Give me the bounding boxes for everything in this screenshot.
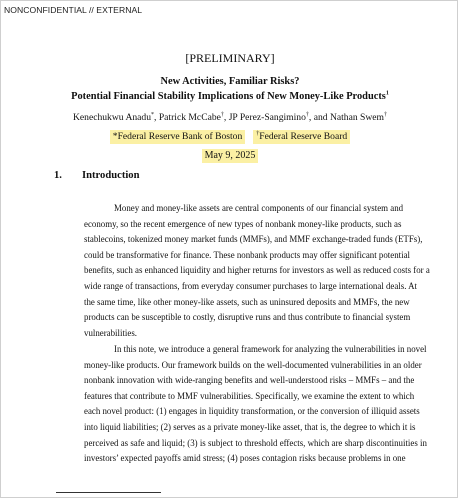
section-heading (54, 170, 140, 181)
paragraph-line: stablecoins, tokenized money market funds (MMFs), and MMF exchange-traded funds (ETFs), (84, 234, 423, 245)
author-mark: † (384, 111, 388, 118)
affiliation-highlight (253, 130, 350, 144)
author-name: Patrick McCabe (158, 112, 221, 123)
author-mark: * (151, 111, 155, 118)
title-text-1: New Activities, Familiar Risks? (160, 76, 300, 87)
title-text-2: Potential Financial Stability Implications of New Money-Like Products (71, 91, 386, 102)
paragraph-line: Money and money-like assets are central components of our financial system and (114, 203, 404, 213)
paragraph-line: economy, so the recent emergence of new types of nonbank money-like products, such as (84, 218, 402, 229)
paragraph-line: features that contribute to MMF vulnerabilities. Specifically, we examine the extent to which (84, 390, 415, 401)
title-footnote-mark: 1 (385, 90, 389, 97)
affiliation-name: Federal Reserve Board (259, 131, 348, 142)
paragraph-line: investors’ expected payoffs amid stress; (4) poses contagion risks because problems in one (84, 453, 406, 464)
document-title-line-2 (0, 91, 460, 102)
paragraph-line: into liquid liabilities; (2) serves as a private money-like asset, that is, the degree to which it is (84, 421, 416, 432)
paragraph-line: nonbank innovation with wide-ranging benefits and well-understood risks – MMFs – and the (84, 375, 415, 386)
author-name: JP Perez-Sangimino (228, 112, 306, 123)
paragraph-line: benefits, such as enhanced liquidity and higher returns for investors as well as reduced costs for a (84, 265, 430, 276)
affiliation-highlight (110, 130, 246, 144)
paragraph-line: money-like products. Our framework builds on the well-documented vulnerabilities in an older (84, 359, 422, 370)
document-status-label: [PRELIMINARY] (185, 51, 275, 65)
paragraph-line: vulnerabilities. (84, 327, 137, 338)
affiliation-mark: † (256, 130, 260, 137)
body-paragraph (84, 201, 430, 341)
section-title: Introduction (82, 170, 140, 181)
section-number: 1. (54, 170, 62, 181)
body-paragraph (84, 342, 430, 467)
paragraph-line: the same time, like other money-like assets, such as uninsured deposits and MMFs, the new (84, 296, 410, 307)
author-mark: † (220, 111, 224, 118)
paragraph-line: could be transformative for finance. These nonbank products may offer significant potential (84, 249, 410, 260)
document-date (0, 150, 460, 161)
affiliation-name: Federal Reserve Bank of Boston (117, 131, 243, 142)
date-highlight: May 9, 2025 (202, 149, 259, 163)
paragraph-line: perceived as safe and liquid; (3) is subject to threshold effects, which are sharp discontinuities in (84, 437, 427, 448)
author-mark: † (305, 111, 309, 118)
paragraph-line: products can be susceptible to costly, disruptive runs and thus contribute to financial system (84, 312, 411, 323)
author-name: Kenechukwu Anadu (72, 112, 152, 123)
paragraph-line: each novel product: (1) engages in liquidity transformation, or the conversion of illiquid assets (84, 406, 420, 417)
affiliation-mark: * (112, 131, 118, 142)
document-title-line-1 (0, 76, 460, 87)
paragraph-line: wide range of transactions, from everyday consumer purchases to large international deals. At (84, 280, 418, 291)
paragraph-line: In this note, we introduce a general framework for analyzing the vulnerabilities in novel (114, 344, 427, 354)
affiliation-list (0, 131, 460, 142)
author-list: Kenechukwu Anadu*, Patrick McCabe†, JP Perez-Sangimino†, and Nathan Swem† (72, 111, 388, 123)
author-name: and Nathan Swem (313, 112, 385, 123)
classification-banner: NONCONFIDENTIAL // EXTERNAL (4, 5, 143, 15)
footnote-separator (56, 492, 161, 493)
